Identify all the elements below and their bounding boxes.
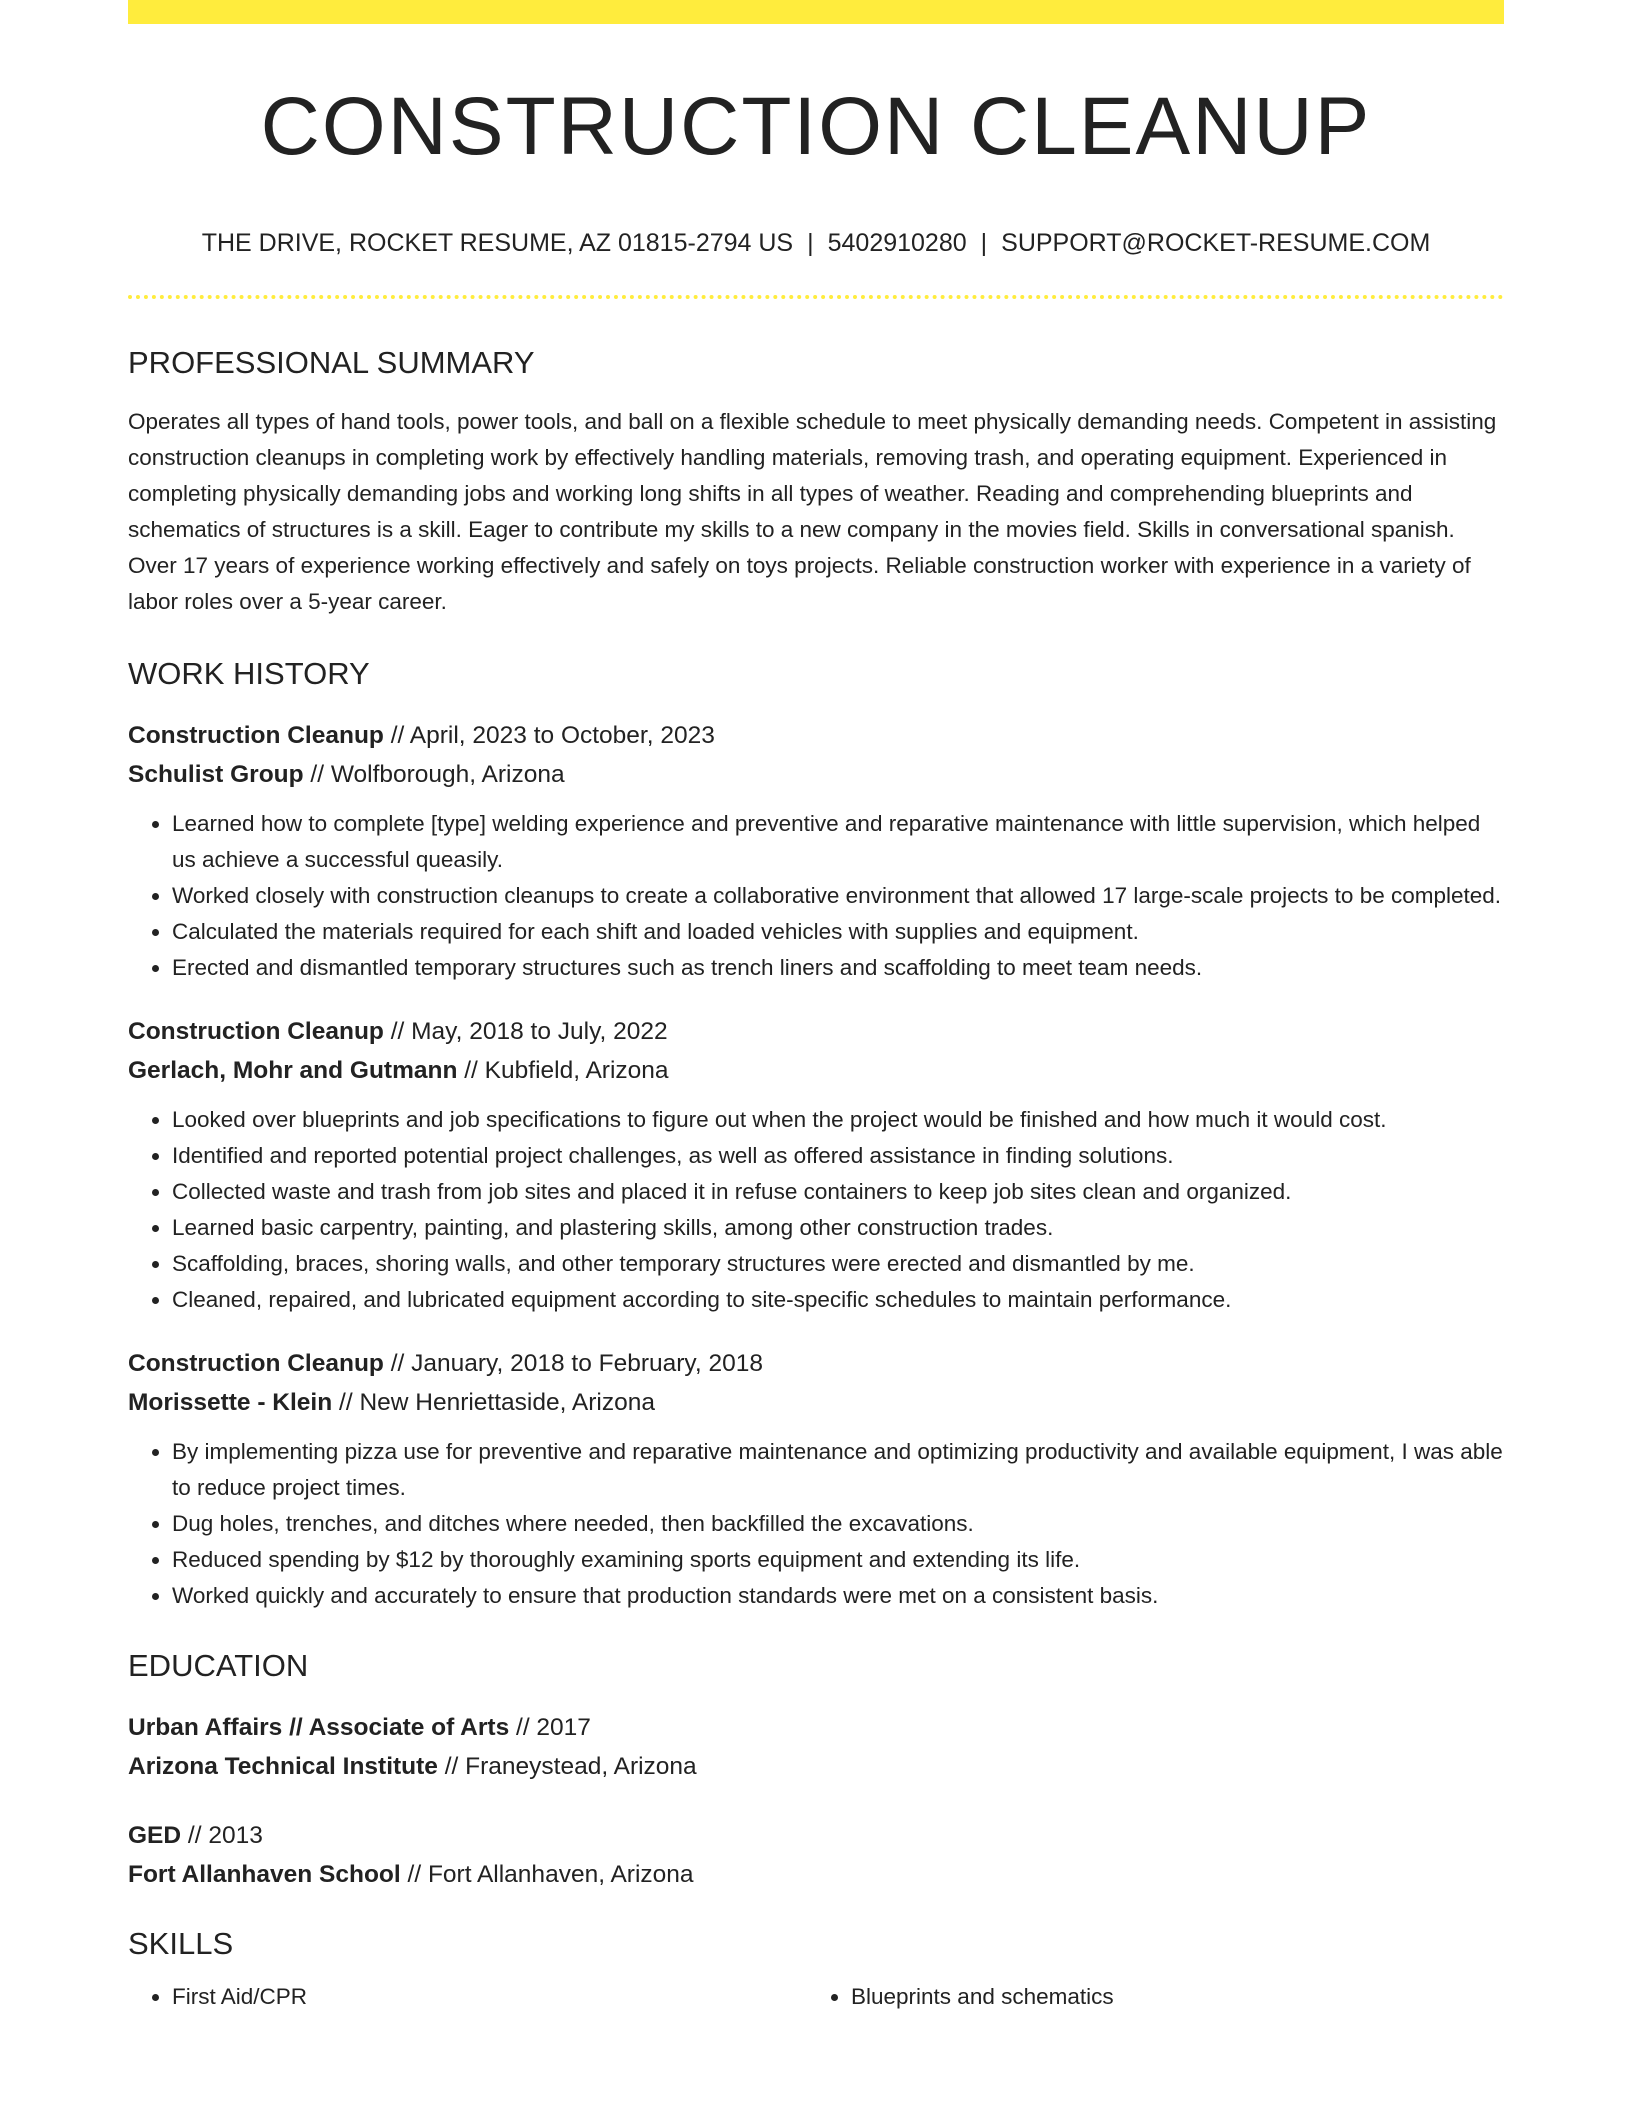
job-role: Construction Cleanup: [128, 1018, 384, 1045]
job-bullet: • Scaffolding, braces, shoring walls, and other temporary structures were erected and dismantled by me.: [172, 1246, 1504, 1282]
job-bullet: • Calculated the materials required for each shift and loaded vehicles with supplies and equipment.: [172, 914, 1504, 950]
job-title-line: [128, 716, 1504, 755]
education-location: // Franeystead, Arizona: [437, 1753, 697, 1780]
job-entry: [128, 716, 1504, 986]
education-school: Arizona Technical Institute: [128, 1753, 438, 1780]
skills-heading: SKILLS: [128, 1926, 234, 1961]
skill-item: • Blueprints and schematics: [851, 1979, 1486, 2015]
education-degree: Urban Affairs // Associate of Arts: [128, 1714, 510, 1741]
job-company: Schulist Group: [128, 761, 304, 788]
education-school-line: [128, 1747, 1504, 1786]
contact-address: THE DRIVE, ROCKET RESUME, AZ 01815-2794 US: [201, 229, 794, 257]
summary-heading: PROFESSIONAL SUMMARY: [128, 345, 535, 380]
contact-separator: |: [807, 229, 814, 257]
contact-separator: |: [980, 229, 988, 257]
job-bullet: • Identified and reported potential project challenges, as well as offered assistance in finding solutions.: [172, 1138, 1504, 1174]
summary-text: Operates all types of hand tools, power tools, and ball on a flexible schedule to meet physically demanding needs. Competent in assisting construction cleanups in completing work by effectively handling materials, removing trash, and operating equipment. Experienced in completing physically demanding jobs and working long shifts in all types of weather. Reading and comprehending blueprints and schematics of structures is a skill. Eager to contribute my skills to a new company in the movies field. Skills in conversational spanish. Over 17 years of experience working effectively and safely on toys projects. Reliable construction worker with experience in a variety of labor roles over a 5-year career.: [128, 409, 1497, 614]
job-company: Morissette - Klein: [128, 1389, 333, 1416]
resume-page: [128, 0, 1504, 2015]
contact-email: SUPPORT@ROCKET-RESUME.COM: [1001, 229, 1431, 257]
job-bullet: • Worked closely with construction cleanups to create a collaborative environment that allowed 17 large-scale projects to be completed.: [172, 878, 1504, 914]
job-bullet: • Worked quickly and accurately to ensure that production standards were met on a consistent basis.: [172, 1578, 1504, 1614]
job-company: Gerlach, Mohr and Gutmann: [128, 1057, 458, 1084]
job-entry: [128, 1012, 1504, 1318]
education-year: // 2017: [509, 1714, 591, 1741]
job-company-line: [128, 755, 1504, 794]
job-title-line: [128, 1012, 1504, 1051]
job-bullets: [128, 1434, 1504, 1614]
job-location: // Wolfborough, Arizona: [303, 761, 565, 788]
education-degree: GED: [128, 1822, 182, 1849]
education-location: // Fort Allanhaven, Arizona: [400, 1861, 694, 1888]
job-bullets: [128, 806, 1504, 986]
skills-left-column: [128, 1979, 807, 2015]
resume-name: CONSTRUCTION CLEANUP: [260, 81, 1372, 172]
education-school-line: [128, 1855, 1504, 1894]
job-role: Construction Cleanup: [128, 1350, 384, 1377]
contact-phone: 5402910280: [827, 229, 967, 257]
work-history-heading: WORK HISTORY: [128, 656, 370, 691]
job-entry: [128, 1344, 1504, 1614]
education-degree-line: [128, 1816, 1504, 1855]
job-bullet: • Reduced spending by $12 by thoroughly examining sports equipment and extending its life.: [172, 1542, 1504, 1578]
education-entry: [128, 1816, 1504, 1894]
job-dates: // April, 2023 to October, 2023: [383, 722, 715, 749]
education-degree-line: [128, 1708, 1504, 1747]
job-title-line: [128, 1344, 1504, 1383]
job-bullet: • Looked over blueprints and job specifications to figure out when the project would be finished and how much it would cost.: [172, 1102, 1504, 1138]
job-bullet: • Cleaned, repaired, and lubricated equipment according to site-specific schedules to maintain performance.: [172, 1282, 1504, 1318]
skills-columns: [128, 1979, 1504, 2015]
job-bullet: • Collected waste and trash from job sites and placed it in refuse containers to keep job sites clean and organized.: [172, 1174, 1504, 1210]
job-bullets: [128, 1102, 1504, 1318]
job-location: // New Henriettaside, Arizona: [332, 1389, 655, 1416]
job-company-line: [128, 1383, 1504, 1422]
job-bullet: • Erected and dismantled temporary structures such as trench liners and scaffolding to meet team needs.: [172, 950, 1504, 986]
skills-right-column: [807, 1979, 1486, 2015]
education-entry: [128, 1708, 1504, 1786]
top-accent-bar: [128, 0, 1504, 24]
skill-item: • First Aid/CPR: [172, 1979, 807, 2015]
education-heading: EDUCATION: [128, 1648, 309, 1683]
job-role: Construction Cleanup: [128, 722, 384, 749]
dotted-divider: [128, 295, 1504, 299]
job-dates: // January, 2018 to February, 2018: [383, 1350, 763, 1377]
education-school: Fort Allanhaven School: [128, 1861, 401, 1888]
education-year: // 2013: [181, 1822, 263, 1849]
job-bullet: • Dug holes, trenches, and ditches where needed, then backfilled the excavations.: [172, 1506, 1504, 1542]
job-dates: // May, 2018 to July, 2022: [383, 1018, 668, 1045]
job-location: // Kubfield, Arizona: [457, 1057, 669, 1084]
contact-line: [128, 231, 1504, 256]
job-bullet: • Learned how to complete [type] welding experience and preventive and reparative maintenance with little supervision, which helped us achieve a successful queasily.: [172, 806, 1504, 878]
job-bullet: • By implementing pizza use for preventive and reparative maintenance and optimizing productivity and available equipment, I was able to reduce project times.: [172, 1434, 1504, 1506]
job-bullet: • Learned basic carpentry, painting, and plastering skills, among other construction trades.: [172, 1210, 1504, 1246]
job-company-line: [128, 1051, 1504, 1090]
